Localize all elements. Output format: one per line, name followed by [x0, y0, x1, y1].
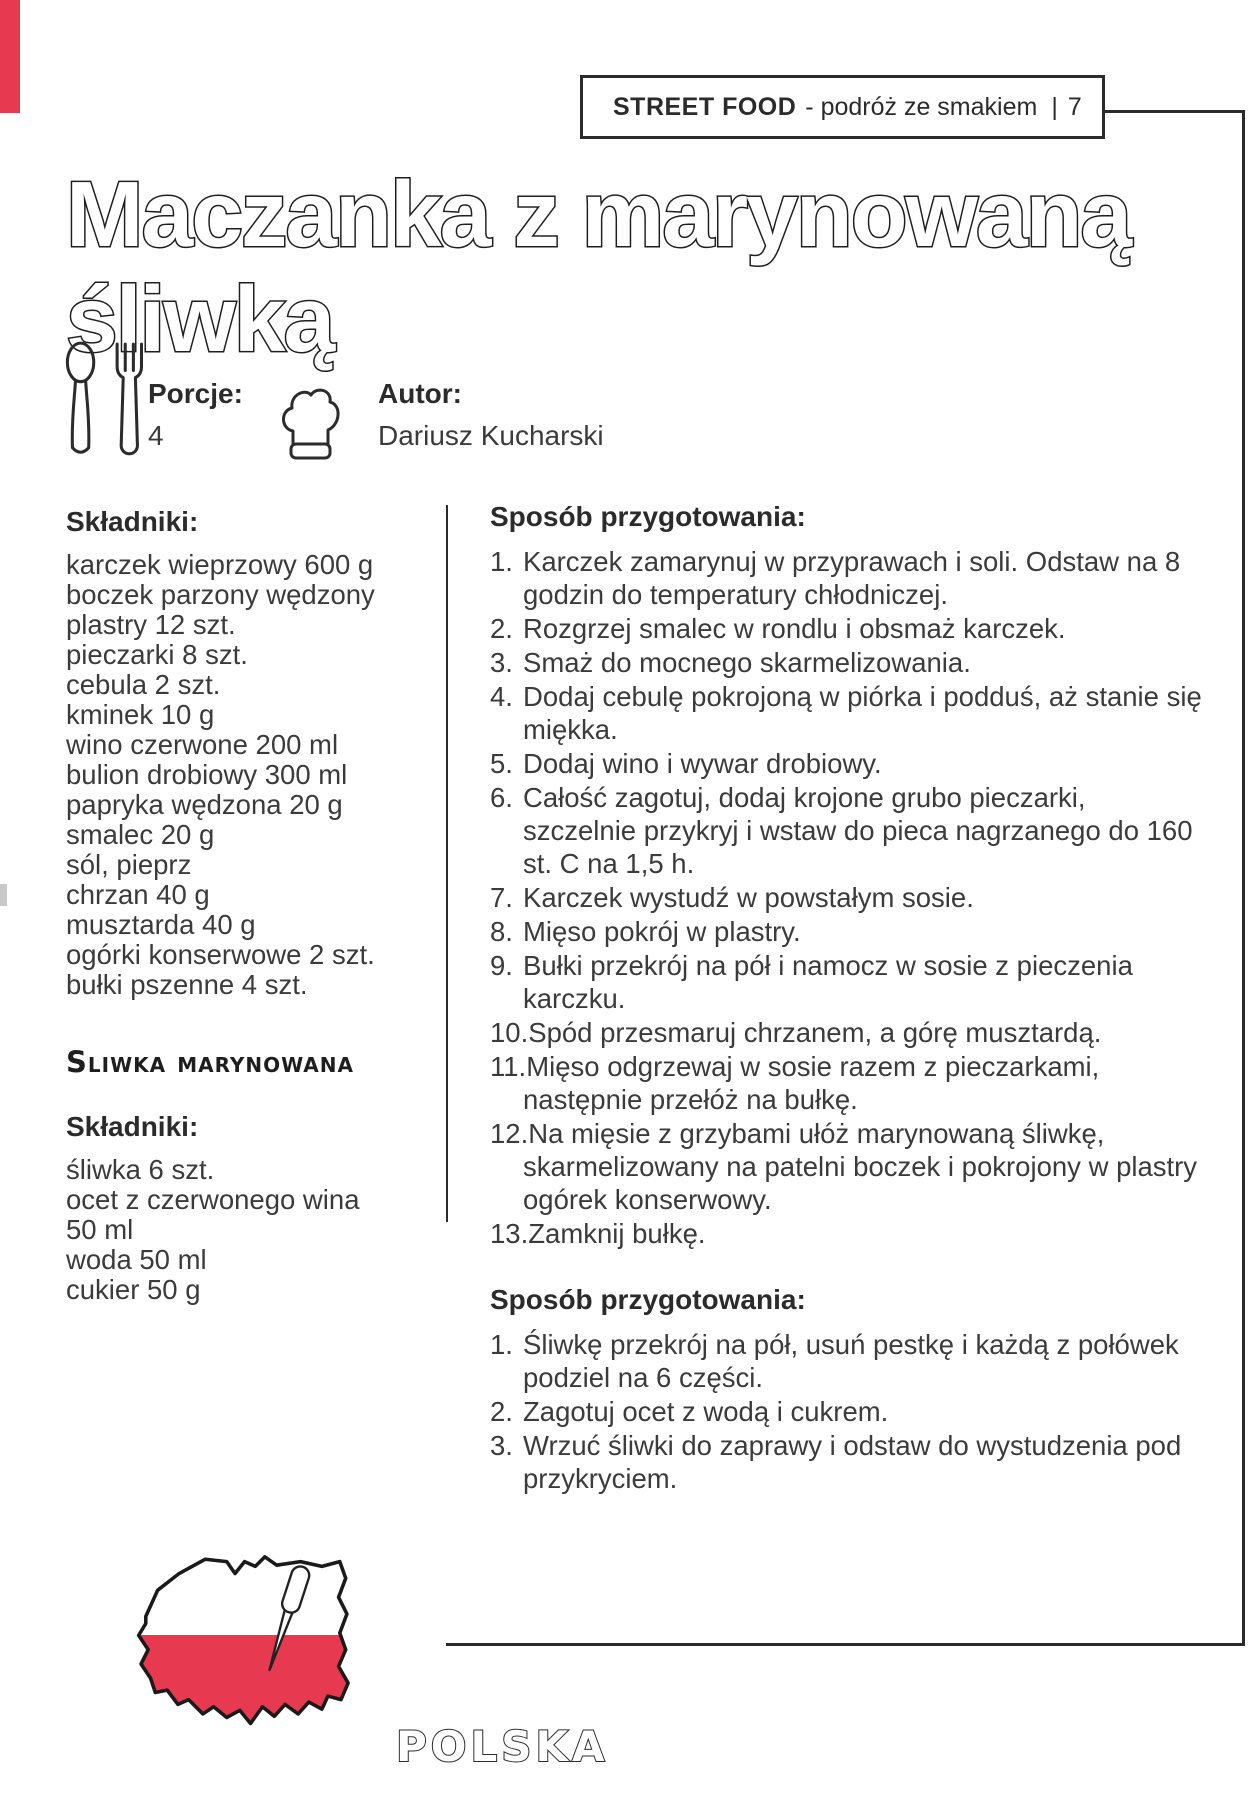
method-main-steps — [490, 545, 1205, 1250]
frame-rule-bottom — [446, 1643, 1245, 1646]
method-step: 6. Całość zagotuj, dodaj krojone grubo pieczarki, szczelnie przykryj i wstaw do pieca nagrzanego do 160 st. C na 1,5 h. — [490, 782, 1193, 879]
step-number: 6. — [490, 782, 513, 813]
cutlery-icon — [58, 336, 160, 468]
column-divider-rule — [446, 505, 448, 1222]
recipe-title-line2: śliwką — [66, 267, 334, 372]
step-number: 1. — [490, 546, 513, 577]
ingredient-item: karczek wieprzowy 600 g — [66, 549, 374, 580]
step-number: 4. — [490, 681, 513, 712]
method-step: 10.Spód przesmaruj chrzanem, a górę musztardą. — [490, 1017, 1102, 1048]
method-step: 1. Śliwkę przekrój na pół, usuń pestkę i każdą z połówek podziel na 6 części. — [490, 1329, 1179, 1393]
ingredient-item: sól, pieprz — [66, 849, 192, 880]
magazine-tagline: - podróż ze smakiem — [805, 92, 1038, 121]
portions-label: Porcje: — [148, 378, 243, 409]
ingredients-heading: Składniki: — [66, 506, 199, 537]
step-number: 2. — [490, 1396, 513, 1427]
method-step: 1. Karczek zamarynuj w przyprawach i soli. Odstaw na 8 godzin do temperatury chłodniczej. — [490, 546, 1181, 610]
step-number: 7. — [490, 882, 513, 913]
ingredient-item: boczek parzony wędzony plastry 12 szt. — [66, 579, 375, 640]
method-step: 8. Mięso pokrój w plastry. — [490, 916, 801, 947]
subrecipe-title: Sliwka marynowana — [66, 1045, 354, 1079]
author-label: Autor: — [378, 378, 462, 409]
page-edge-red-tab — [0, 0, 20, 113]
method-main-section — [490, 500, 1205, 1251]
poland-outline — [139, 1557, 348, 1724]
ingredient-item: chrzan 40 g — [66, 879, 210, 910]
ingredient-item: ogórki konserwowe 2 szt. — [66, 939, 375, 970]
recipe-title-line1: Maczanka z marynowaną — [66, 162, 1131, 266]
frame-rule-top — [1103, 110, 1245, 113]
method-step: 3. Wrzuć śliwki do zaprawy i odstaw do wystudzenia pod przykryciem. — [490, 1430, 1182, 1494]
ingredient-item: cebula 2 szt. — [66, 669, 221, 700]
ingredients-column — [66, 505, 388, 1305]
step-number: 9. — [490, 950, 513, 981]
method-step: 7. Karczek wystudź w powstałym sosie. — [490, 882, 974, 913]
step-number: 8. — [490, 916, 513, 947]
method-step: 2. Zagotuj ocet z wodą i cukrem. — [490, 1396, 889, 1427]
ingredient-item: cukier 50 g — [66, 1274, 201, 1305]
method-step: 13.Zamknij bułkę. — [490, 1218, 706, 1249]
ingredient-item: papryka wędzona 20 g — [66, 789, 343, 820]
subrecipe-ingredients-list — [66, 1155, 388, 1305]
ingredient-item: kminek 10 g — [66, 699, 215, 730]
step-number: 12. — [490, 1118, 529, 1149]
page-number: 7 — [1067, 92, 1082, 121]
portions-value: 4 — [148, 420, 164, 451]
step-number: 3. — [490, 647, 513, 678]
author-name: Dariusz Kucharski — [378, 420, 604, 451]
ingredient-item: wino czerwone 200 ml — [66, 729, 339, 760]
step-number: 5. — [490, 748, 513, 779]
step-number: 13. — [490, 1218, 529, 1249]
magazine-header — [580, 75, 1105, 139]
method-step: 11.Mięso odgrzewaj w sosie razem z pieczarkami, następnie przełóż na bułkę. — [490, 1051, 1100, 1115]
ingredient-item: ocet z czerwonego wina 50 ml — [66, 1184, 360, 1245]
poland-map-icon — [122, 1542, 360, 1774]
page-number-separator: | — [1051, 92, 1058, 121]
country-label: POLSKA — [396, 1722, 609, 1771]
frame-rule-right — [1242, 110, 1245, 1646]
ingredient-item: woda 50 ml — [66, 1244, 207, 1275]
method-step: 9. Bułki przekrój na pół i namocz w sosie z pieczenia karczku. — [490, 950, 1133, 1014]
method-step: 5. Dodaj wino i wywar drobiowy. — [490, 748, 882, 779]
ingredient-item: musztarda 40 g — [66, 909, 256, 940]
step-number: 10. — [490, 1017, 529, 1048]
ingredient-item: bułki pszenne 4 szt. — [66, 969, 308, 1000]
method-step: 12.Na mięsie z grzybami ułóż marynowaną śliwkę, skarmelizowany na patelni boczek i pokrojony w plastry ogórek konserwowy. — [490, 1118, 1198, 1215]
page-edge-gray-mark — [0, 884, 7, 906]
step-number: 3. — [490, 1430, 513, 1461]
step-number: 2. — [490, 613, 513, 644]
ingredient-item: śliwka 6 szt. — [66, 1154, 215, 1185]
ingredient-item: smalec 20 g — [66, 819, 215, 850]
subrecipe-ingredients-heading: Składniki: — [66, 1111, 199, 1142]
method-step: 4. Dodaj cebulę pokrojoną w piórka i podduś, aż stanie się miękka. — [490, 681, 1202, 745]
method-main-heading: Sposób przygotowania: — [490, 501, 806, 532]
method-plum-steps — [490, 1328, 1205, 1495]
method-step: 3. Smaż do mocnego skarmelizowania. — [490, 647, 971, 678]
magazine-brand: STREET FOOD — [613, 92, 797, 121]
chef-hat-icon — [273, 382, 345, 462]
method-plum-section — [490, 1283, 1205, 1496]
step-number: 1. — [490, 1329, 513, 1360]
method-step: 2. Rozgrzej smalec w rondlu i obsmaż karczek. — [490, 613, 1066, 644]
ingredient-item: bulion drobiowy 300 ml — [66, 759, 348, 790]
ingredients-list — [66, 550, 388, 1000]
recipe-title — [66, 162, 1216, 372]
method-plum-heading: Sposób przygotowania: — [490, 1284, 806, 1315]
step-number: 11. — [490, 1051, 527, 1082]
ingredient-item: pieczarki 8 szt. — [66, 639, 248, 670]
